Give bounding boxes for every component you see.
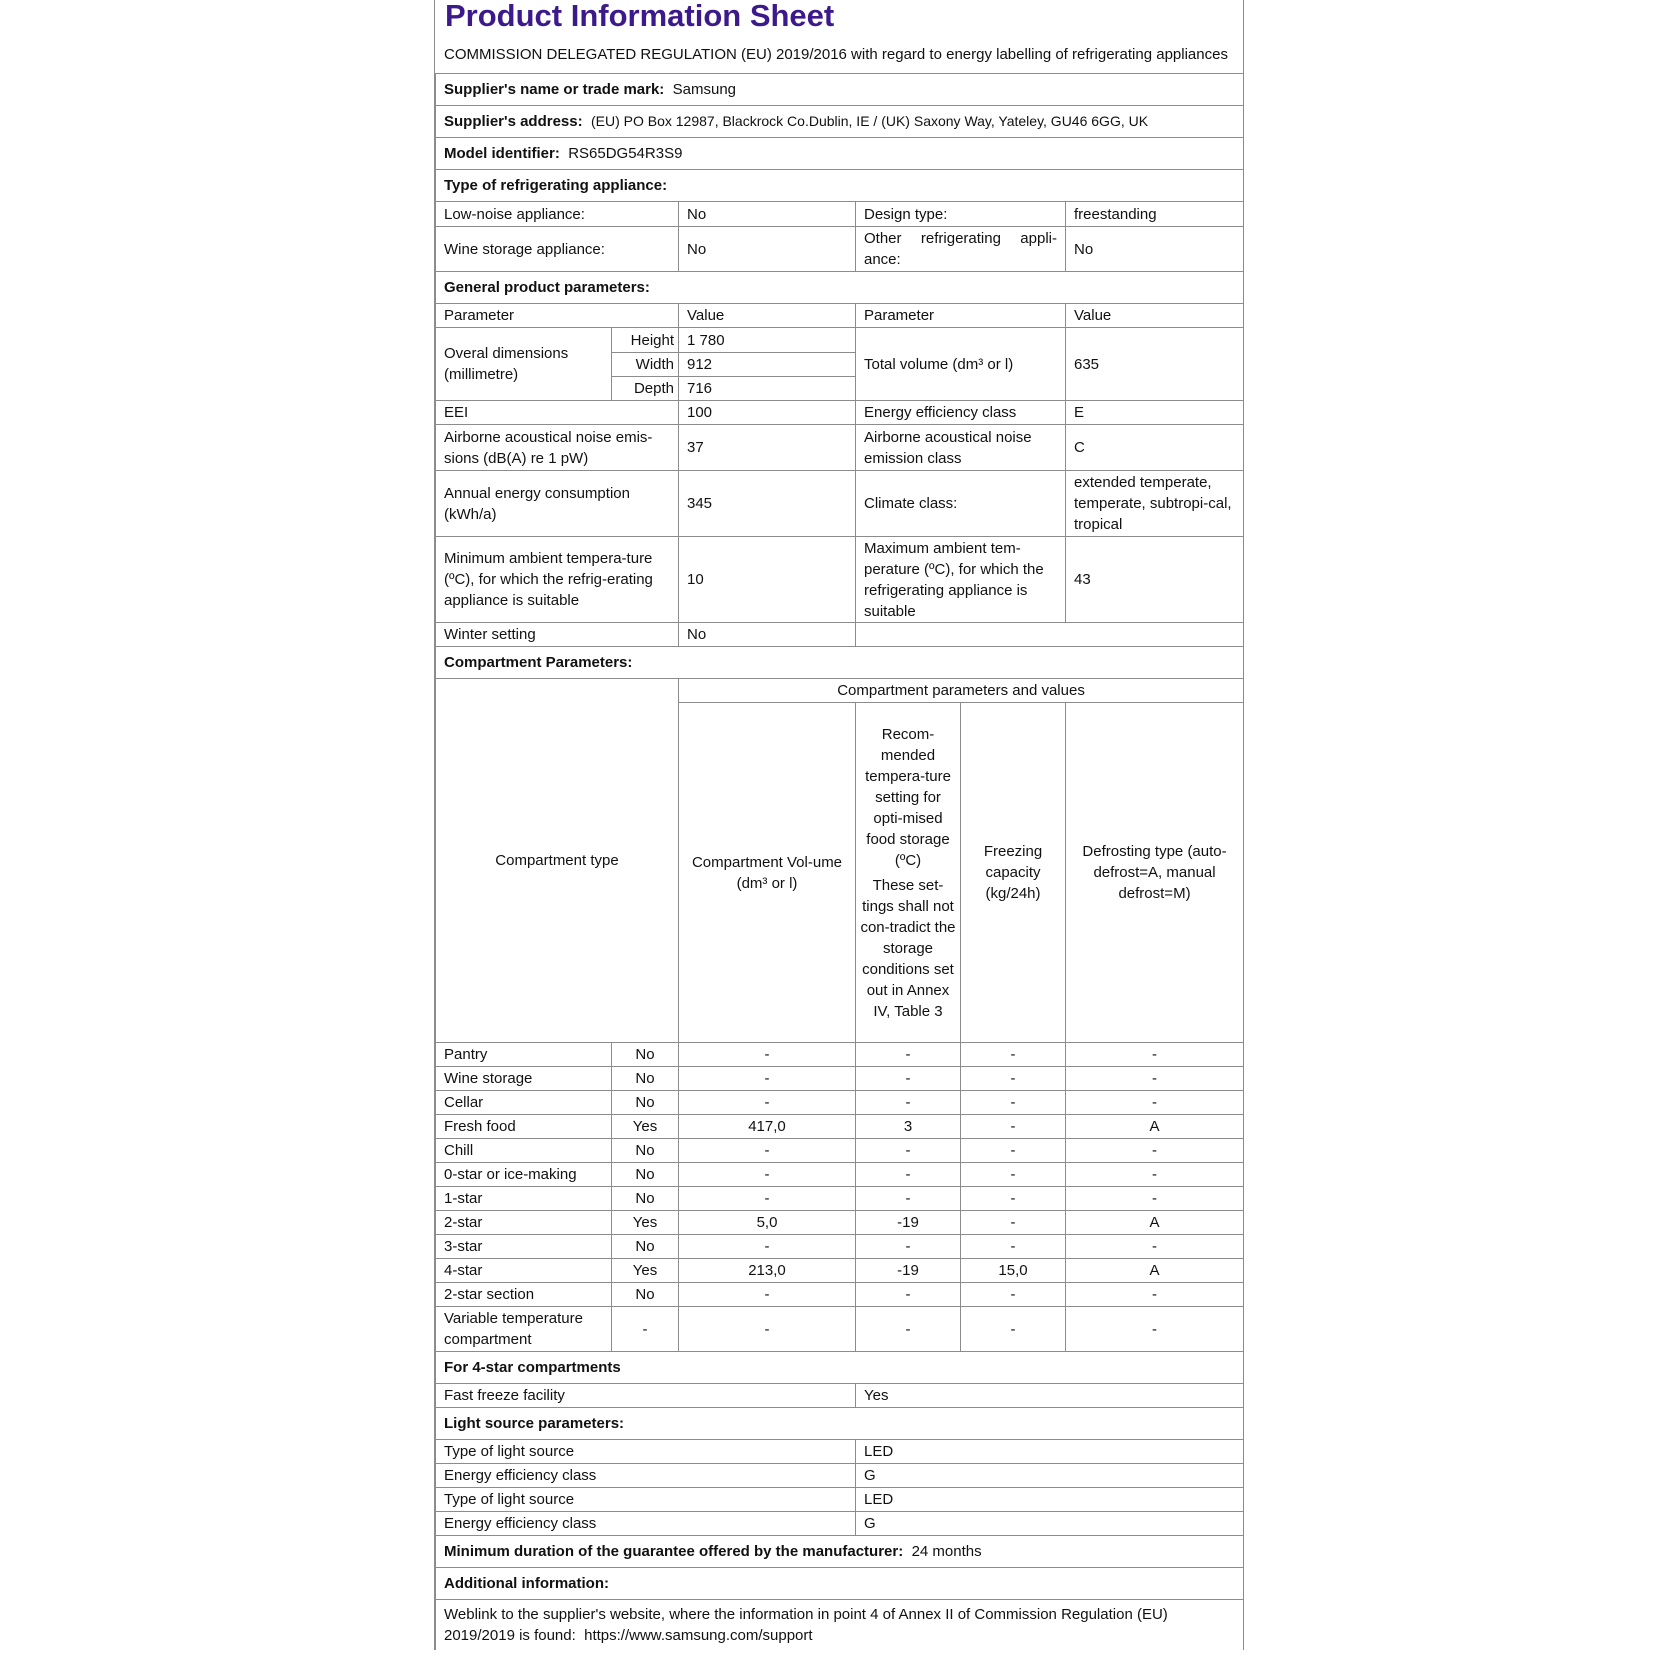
compartment-volume: - bbox=[679, 1091, 856, 1115]
compartment-row bbox=[436, 1091, 1244, 1115]
guarantee-value: 24 months bbox=[911, 1543, 982, 1560]
compartment-group-row bbox=[436, 679, 1244, 703]
compartment-temp: - bbox=[856, 1307, 961, 1352]
compartment-name: 1-star bbox=[436, 1187, 612, 1211]
other-appliance-value: No bbox=[1066, 227, 1244, 272]
eei-value: 100 bbox=[679, 401, 856, 425]
compartment-freezing: - bbox=[961, 1211, 1066, 1235]
compartment-present: No bbox=[612, 1043, 679, 1067]
winter-empty bbox=[856, 623, 1244, 647]
additional-heading: Additional information: bbox=[436, 1568, 1244, 1600]
noise-class-value: C bbox=[1066, 425, 1244, 471]
compartment-defrost: - bbox=[1066, 1139, 1244, 1163]
noise-row bbox=[436, 425, 1244, 471]
compartment-heading: Compartment Parameters: bbox=[436, 647, 1244, 679]
compartment-defrost: A bbox=[1066, 1115, 1244, 1139]
recommended-temp-text: Recom-mended tempera-ture setting for opti-mised food storage (ºC) bbox=[865, 725, 951, 869]
compartment-defrost: - bbox=[1066, 1091, 1244, 1115]
supplier-label: Supplier's name or trade mark: bbox=[444, 81, 665, 98]
noise-label: Airborne acoustical noise emis-sions (dB(A) re 1 pW) bbox=[436, 425, 679, 471]
general-heading-row bbox=[436, 272, 1244, 304]
compartment-row bbox=[436, 1187, 1244, 1211]
fast-freeze-label: Fast freeze facility bbox=[436, 1384, 856, 1408]
compartment-freezing: - bbox=[961, 1043, 1066, 1067]
supplier-row bbox=[436, 74, 1244, 106]
light-row bbox=[436, 1488, 1244, 1512]
support-link[interactable]: https://www.samsung.com/support bbox=[584, 1626, 813, 1644]
guarantee-row bbox=[436, 1536, 1244, 1568]
energy-class-value: E bbox=[1066, 401, 1244, 425]
compartment-defrost: - bbox=[1066, 1187, 1244, 1211]
compartment-freezing: 15,0 bbox=[961, 1259, 1066, 1283]
total-volume-value: 635 bbox=[1066, 328, 1244, 401]
compartment-volume: - bbox=[679, 1139, 856, 1163]
compartment-present: Yes bbox=[612, 1115, 679, 1139]
winter-label: Winter setting bbox=[436, 623, 679, 647]
min-temp-value: 10 bbox=[679, 537, 856, 623]
model-row bbox=[436, 138, 1244, 170]
compartment-freezing: - bbox=[961, 1307, 1066, 1352]
compartment-heading-row bbox=[436, 647, 1244, 679]
compartment-temp: - bbox=[856, 1235, 961, 1259]
depth-label: Depth bbox=[612, 377, 679, 401]
wine-storage-value: No bbox=[679, 227, 856, 272]
compartment-name: Pantry bbox=[436, 1043, 612, 1067]
min-temp-label: Minimum ambient tempera-ture (ºC), for which the refrig-erating appliance is suitable bbox=[436, 537, 679, 623]
info-table bbox=[435, 73, 1244, 1650]
weblink-row bbox=[436, 1600, 1244, 1650]
height-row bbox=[436, 328, 1244, 353]
compartment-row bbox=[436, 1235, 1244, 1259]
height-value: 1 780 bbox=[679, 328, 856, 353]
compartment-defrost: A bbox=[1066, 1259, 1244, 1283]
compartment-freezing: - bbox=[961, 1235, 1066, 1259]
design-type-value: freestanding bbox=[1066, 202, 1244, 227]
compartment-name: 4-star bbox=[436, 1259, 612, 1283]
light-label: Type of light source bbox=[436, 1488, 856, 1512]
compartment-defrost: - bbox=[1066, 1163, 1244, 1187]
guarantee-label: Minimum duration of the guarantee offered by the manufacturer: bbox=[444, 1543, 904, 1560]
defrosting-type-header: Defrosting type (auto-defrost=A, manual defrost=M) bbox=[1066, 703, 1244, 1043]
compartment-temp: - bbox=[856, 1163, 961, 1187]
compartment-type-header: Compartment type bbox=[436, 679, 679, 1043]
four-star-heading-row bbox=[436, 1352, 1244, 1384]
compartment-row bbox=[436, 1211, 1244, 1235]
compartment-name: Wine storage bbox=[436, 1067, 612, 1091]
compartment-row bbox=[436, 1163, 1244, 1187]
compartment-volume: - bbox=[679, 1283, 856, 1307]
compartment-row bbox=[436, 1115, 1244, 1139]
compartment-present: No bbox=[612, 1139, 679, 1163]
compartment-row bbox=[436, 1139, 1244, 1163]
light-value: G bbox=[856, 1512, 1244, 1536]
total-volume-label: Total volume (dm³ or l) bbox=[856, 328, 1066, 401]
compartment-present: No bbox=[612, 1091, 679, 1115]
value-header: Value bbox=[679, 304, 856, 328]
other-appliance-label: Other refrigerating appli-ance: bbox=[856, 227, 1066, 272]
eei-row bbox=[436, 401, 1244, 425]
compartment-present: No bbox=[612, 1283, 679, 1307]
recommended-temp-note: These set-tings shall not con-tradict the storage conditions set out in Annex IV, Table 3 bbox=[860, 876, 956, 1020]
compartment-freezing: - bbox=[961, 1283, 1066, 1307]
compartment-volume: - bbox=[679, 1307, 856, 1352]
type-heading-row bbox=[436, 170, 1244, 202]
param-header-2: Parameter bbox=[856, 304, 1066, 328]
light-value: LED bbox=[856, 1488, 1244, 1512]
compartment-present: No bbox=[612, 1235, 679, 1259]
dimensions-label: Overal dimensions (millimetre) bbox=[436, 328, 612, 401]
compartment-volume: - bbox=[679, 1235, 856, 1259]
compartment-freezing: - bbox=[961, 1187, 1066, 1211]
supplier-value: Samsung bbox=[672, 81, 737, 98]
annual-energy-label: Annual energy consumption (kWh/a) bbox=[436, 471, 679, 537]
compartment-group-header: Compartment parameters and values bbox=[679, 679, 1244, 703]
noise-value: 37 bbox=[679, 425, 856, 471]
compartment-volume: - bbox=[679, 1043, 856, 1067]
wine-storage-row bbox=[436, 227, 1244, 272]
low-noise-value: No bbox=[679, 202, 856, 227]
compartment-present: - bbox=[612, 1307, 679, 1352]
compartment-name: Variable temperature compartment bbox=[436, 1307, 612, 1352]
climate-class-value: extended temperate, temperate, subtropi-cal, tropical bbox=[1066, 471, 1244, 537]
compartment-name: Fresh food bbox=[436, 1115, 612, 1139]
four-star-heading: For 4-star compartments bbox=[436, 1352, 1244, 1384]
climate-class-label: Climate class: bbox=[856, 471, 1066, 537]
compartment-row bbox=[436, 1307, 1244, 1352]
light-value: G bbox=[856, 1464, 1244, 1488]
additional-heading-row bbox=[436, 1568, 1244, 1600]
address-label: Supplier's address: bbox=[444, 113, 583, 130]
compartment-defrost: A bbox=[1066, 1211, 1244, 1235]
compartment-freezing: - bbox=[961, 1091, 1066, 1115]
fast-freeze-value: Yes bbox=[856, 1384, 1244, 1408]
compartment-temp: - bbox=[856, 1091, 961, 1115]
compartment-present: No bbox=[612, 1163, 679, 1187]
compartment-row bbox=[436, 1283, 1244, 1307]
compartment-present: No bbox=[612, 1187, 679, 1211]
width-value: 912 bbox=[679, 353, 856, 377]
compartment-present: Yes bbox=[612, 1211, 679, 1235]
type-heading: Type of refrigerating appliance: bbox=[436, 170, 1244, 202]
compartment-volume: 213,0 bbox=[679, 1259, 856, 1283]
compartment-present: Yes bbox=[612, 1259, 679, 1283]
address-value: (EU) PO Box 12987, Blackrock Co.Dublin, IE / (UK) Saxony Way, Yateley, GU46 6GG, UK bbox=[590, 113, 1149, 129]
light-label: Energy efficiency class bbox=[436, 1512, 856, 1536]
weblink-text: Weblink to the supplier's website, where the information in point 4 of Annex II of Commission Regulation (EU) 2019/2019 is found: bbox=[444, 1605, 1168, 1644]
compartment-name: Chill bbox=[436, 1139, 612, 1163]
compartment-temp: - bbox=[856, 1283, 961, 1307]
design-type-label: Design type: bbox=[856, 202, 1066, 227]
compartment-freezing: - bbox=[961, 1115, 1066, 1139]
general-column-header bbox=[436, 304, 1244, 328]
light-value: LED bbox=[856, 1440, 1244, 1464]
compartment-volume-header: Compartment Vol-ume (dm³ or l) bbox=[679, 703, 856, 1043]
compartment-name: 3-star bbox=[436, 1235, 612, 1259]
address-row bbox=[436, 106, 1244, 138]
compartment-volume: - bbox=[679, 1067, 856, 1091]
compartment-freezing: - bbox=[961, 1139, 1066, 1163]
energy-class-label: Energy efficiency class bbox=[856, 401, 1066, 425]
compartment-temp: 3 bbox=[856, 1115, 961, 1139]
compartment-rows bbox=[436, 1043, 1244, 1352]
winter-value: No bbox=[679, 623, 856, 647]
compartment-temp: - bbox=[856, 1139, 961, 1163]
height-label: Height bbox=[612, 328, 679, 353]
model-label: Model identifier: bbox=[444, 145, 560, 162]
max-temp-value: 43 bbox=[1066, 537, 1244, 623]
wine-storage-label: Wine storage appliance: bbox=[436, 227, 679, 272]
light-row bbox=[436, 1440, 1244, 1464]
eei-label: EEI bbox=[436, 401, 679, 425]
regulation-text: COMMISSION DELEGATED REGULATION (EU) 2019/2016 with regard to energy labelling of refrigerating appliances bbox=[444, 46, 1228, 63]
compartment-freezing: - bbox=[961, 1163, 1066, 1187]
depth-value: 716 bbox=[679, 377, 856, 401]
param-header: Parameter bbox=[436, 304, 679, 328]
compartment-name: 2-star bbox=[436, 1211, 612, 1235]
noise-class-label: Airborne acoustical noise emission class bbox=[856, 425, 1066, 471]
freezing-capacity-header: Freezing capacity (kg/24h) bbox=[961, 703, 1066, 1043]
general-heading: General product parameters: bbox=[436, 272, 1244, 304]
light-label: Energy efficiency class bbox=[436, 1464, 856, 1488]
low-noise-row bbox=[436, 202, 1244, 227]
light-row bbox=[436, 1512, 1244, 1536]
compartment-name: Cellar bbox=[436, 1091, 612, 1115]
compartment-row bbox=[436, 1067, 1244, 1091]
compartment-temp: - bbox=[856, 1187, 961, 1211]
compartment-name: 0-star or ice-making bbox=[436, 1163, 612, 1187]
winter-row bbox=[436, 623, 1244, 647]
compartment-defrost: - bbox=[1066, 1283, 1244, 1307]
compartment-temp: -19 bbox=[856, 1211, 961, 1235]
light-label: Type of light source bbox=[436, 1440, 856, 1464]
low-noise-label: Low-noise appliance: bbox=[436, 202, 679, 227]
annual-energy-value: 345 bbox=[679, 471, 856, 537]
page-title: Product Information Sheet bbox=[445, 0, 835, 33]
recommended-temp-header bbox=[856, 703, 961, 1043]
width-label: Width bbox=[612, 353, 679, 377]
value-header-2: Value bbox=[1066, 304, 1244, 328]
compartment-row bbox=[436, 1259, 1244, 1283]
compartment-temp: - bbox=[856, 1043, 961, 1067]
compartment-defrost: - bbox=[1066, 1067, 1244, 1091]
compartment-defrost: - bbox=[1066, 1307, 1244, 1352]
max-temp-label: Maximum ambient tem-perature (ºC), for which the refrigerating appliance is suitable bbox=[856, 537, 1066, 623]
product-information-sheet bbox=[434, 0, 1244, 1650]
compartment-present: No bbox=[612, 1067, 679, 1091]
light-heading: Light source parameters: bbox=[436, 1408, 1244, 1440]
fast-freeze-row bbox=[436, 1384, 1244, 1408]
compartment-name: 2-star section bbox=[436, 1283, 612, 1307]
annual-energy-row bbox=[436, 471, 1244, 537]
compartment-volume: - bbox=[679, 1163, 856, 1187]
compartment-volume: 5,0 bbox=[679, 1211, 856, 1235]
compartment-defrost: - bbox=[1066, 1043, 1244, 1067]
compartment-row bbox=[436, 1043, 1244, 1067]
compartment-defrost: - bbox=[1066, 1235, 1244, 1259]
compartment-freezing: - bbox=[961, 1067, 1066, 1091]
compartment-temp: - bbox=[856, 1067, 961, 1091]
compartment-temp: -19 bbox=[856, 1259, 961, 1283]
compartment-volume: - bbox=[679, 1187, 856, 1211]
model-value: RS65DG54R3S9 bbox=[568, 145, 683, 162]
compartment-volume: 417,0 bbox=[679, 1115, 856, 1139]
light-heading-row bbox=[436, 1408, 1244, 1440]
ambient-temp-row bbox=[436, 537, 1244, 623]
light-row bbox=[436, 1464, 1244, 1488]
